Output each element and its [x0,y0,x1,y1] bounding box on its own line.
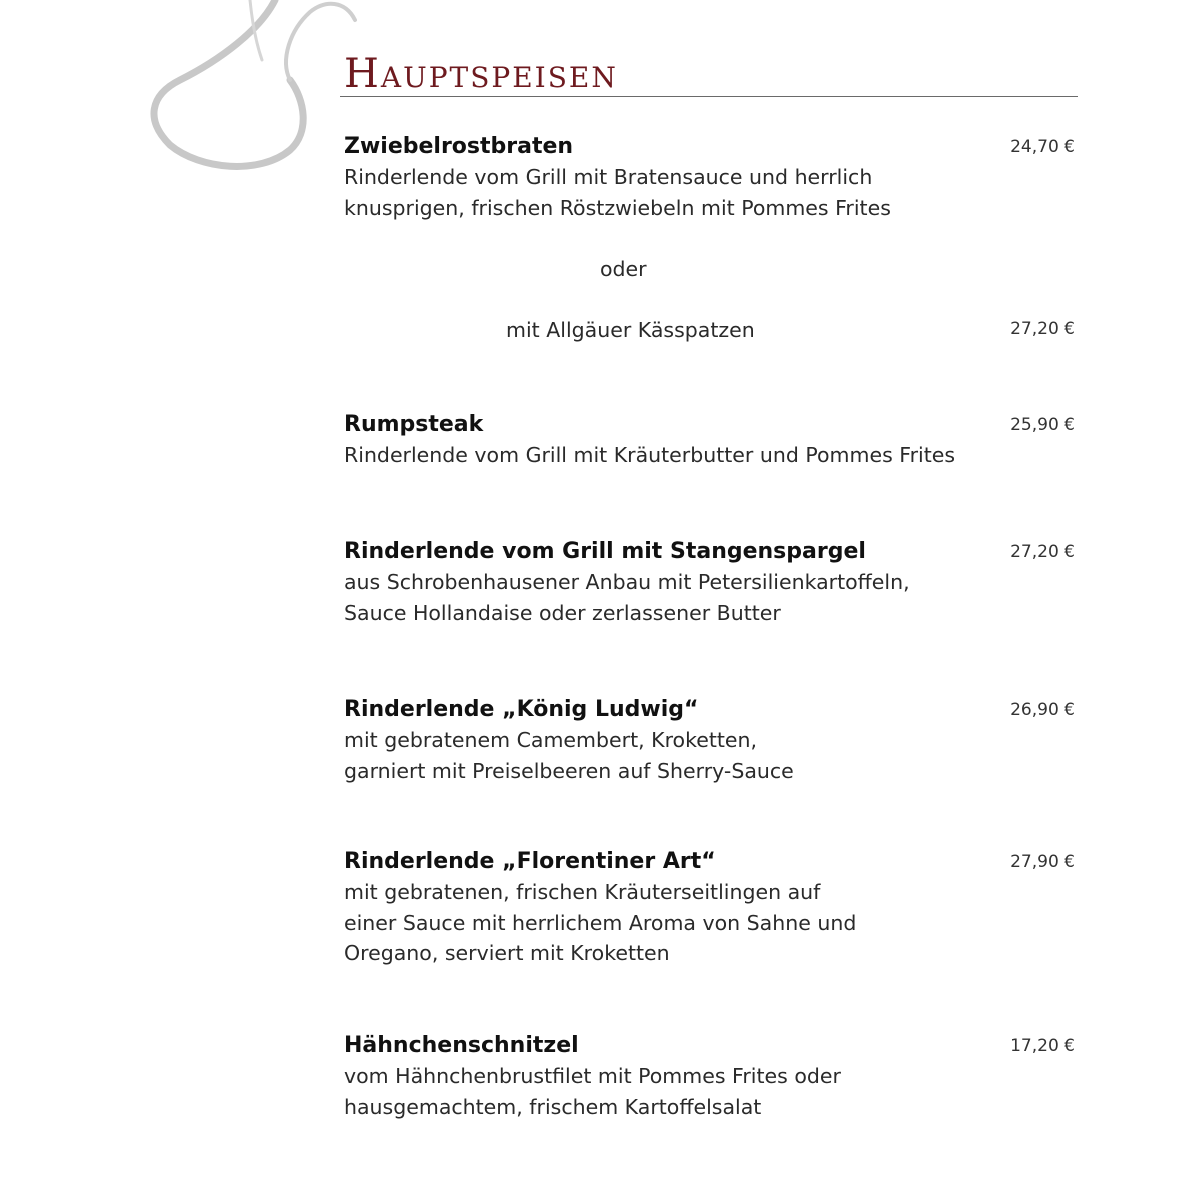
dish-description: Rinderlende vom Grill mit Kräuterbutter und Pommes Frites [344,443,956,467]
dish-description: aus Schrobenhausener Anbau mit Petersilienkartoffeln, Sauce Hollandaise oder zerlassener Butter [344,570,910,625]
dish-price: 24,70 € [1010,137,1075,157]
dish-price: 26,90 € [1010,700,1075,720]
dish-name: Hähnchenschnitzel [344,1033,579,1058]
option-alt-text: mit Allgäuer Kässpatzen [506,318,755,342]
dish-price: 27,90 € [1010,852,1075,872]
dish-name: Rinderlende vom Grill mit Stangenspargel [344,539,866,564]
dish-price: 25,90 € [1010,415,1075,435]
dish-description: mit gebratenen, frischen Kräuterseitlingen auf einer Sauce mit herrlichem Aroma von Sahne und Oregano, serviert mit Kroketten [344,880,857,965]
menu-item [344,410,1079,471]
dish-description: vom Hähnchenbrustfilet mit Pommes Frites oder hausgemachtem, frischem Kartoffelsalat [344,1064,841,1119]
section-title: Hauptspeisen [344,51,618,97]
dish-price: 17,20 € [1010,1036,1075,1056]
or-separator: oder [600,257,647,281]
dish-description: Rinderlende vom Grill mit Bratensauce und herrlich knusprigen, frischen Röstzwiebeln mit Pommes Frites [344,165,891,220]
dish-name: Rumpsteak [344,412,484,437]
dish-name: Rinderlende „König Ludwig“ [344,697,699,722]
menu-item [344,537,1079,628]
title-divider [340,96,1078,97]
option-alt-price: 27,20 € [1010,319,1075,339]
menu-item [344,847,1079,969]
menu-item [344,132,1079,223]
dish-name: Rinderlende „Florentiner Art“ [344,849,716,874]
calligraphic-swirl-icon [140,0,370,180]
dish-price: 27,20 € [1010,542,1075,562]
menu-item [344,1031,1079,1122]
dish-name: Zwiebelrostbraten [344,134,574,159]
menu-item [344,695,1079,786]
dish-description: mit gebratenem Camembert, Kroketten, garniert mit Preiselbeeren auf Sherry-Sauce [344,728,794,783]
